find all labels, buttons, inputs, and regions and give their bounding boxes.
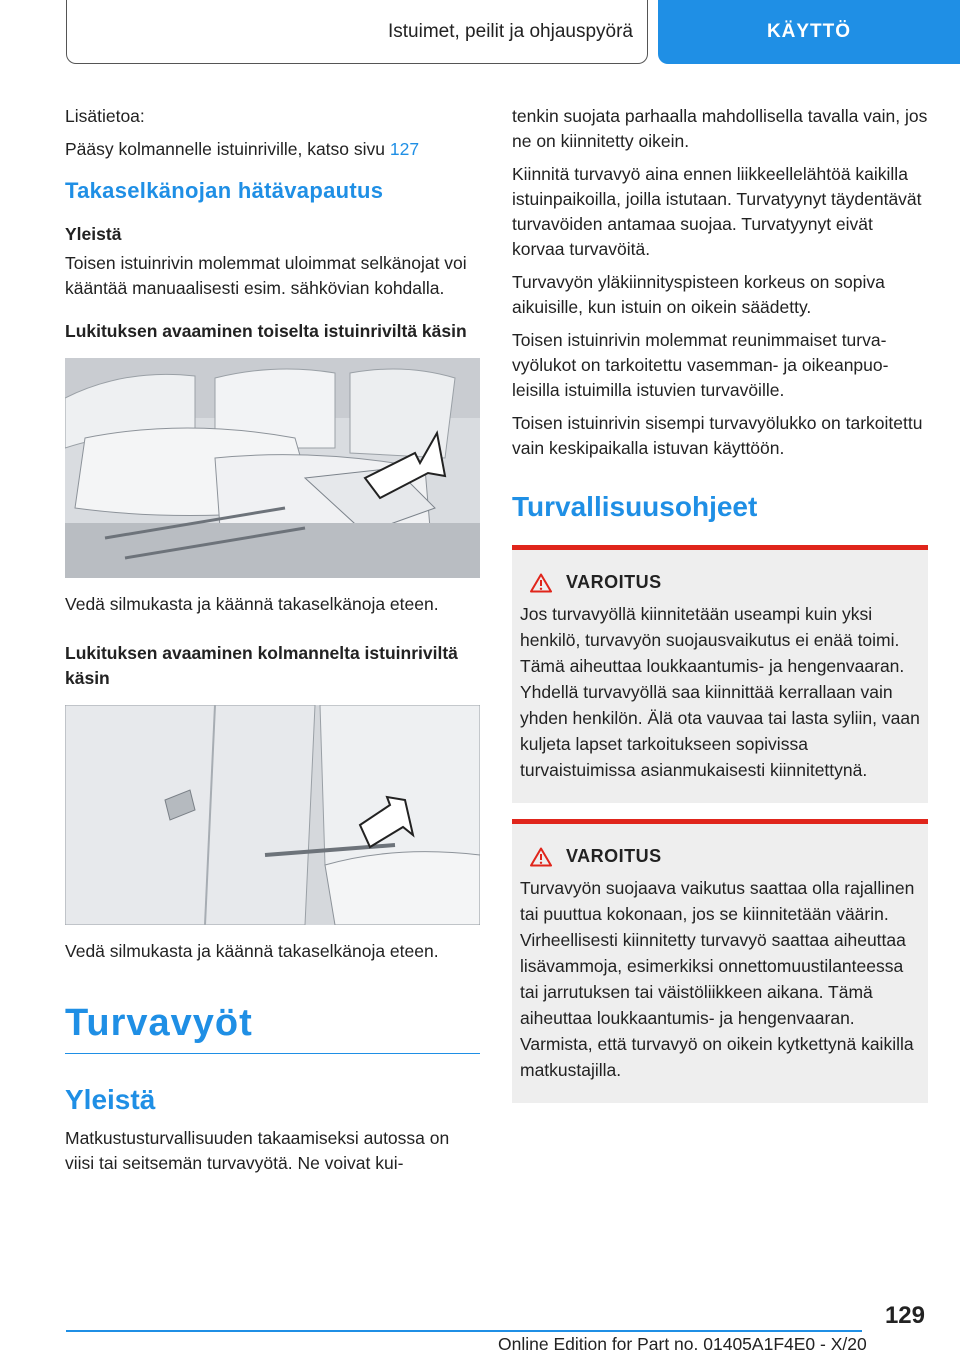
warning-title-1: VAROITUS [566,572,662,592]
yleista-text: Matkustusturvallisuuden takaamiseksi autossa on viisi tai seitsemän turvavyötä. Ne voivat kui- [65,1128,450,1173]
section-tab-label: KÄYTTÖ [766,21,852,42]
more-info-label: Lisätietoa: [65,106,145,126]
warning-triangle-icon [530,847,552,867]
general-text: Toisen istuinrivin molemmat uloimmat selkänojat voi kääntää manuaalisesti esim. sähkövian kohdalla. [65,253,467,298]
chapter-title: Turvavyöt [65,1002,480,1054]
unlock-second-row-heading: Lukituksen avaaminen toiselta istuinriviltä käsin [65,321,467,341]
warning-title-2: VAROITUS [566,846,662,866]
warning-header-1 [520,572,920,593]
more-info-body: Pääsy kolmannelle istuinriville, katso sivu [65,139,390,159]
left-column [65,104,480,1184]
more-info-text [65,137,480,162]
third-row-seat-photo [65,705,480,925]
warning-box-1 [512,545,928,803]
chapter-tab-label: Istuimet, peilit ja ohjauspyörä [387,20,633,42]
right-column [512,104,928,1119]
section-tab [658,0,960,64]
edition-footer: Online Edition for Part no. 01405A1F4E0 - X/20 [498,1334,867,1354]
second-row-seat-photo [65,358,480,578]
unlock-third-row-heading: Lukituksen avaaminen kolmannelta istuinriviltä käsin [65,643,458,688]
seatbelt-paragraph-2: Kiinnitä turvavyö aina ennen liikkeellelähtöä kaikilla istuinpaikoilla, joilla istutaan. Turvatyynyt täydentävät turvavöiden antamaa suojaa. Turvatyynyt eivät korvaa turvavöitä. [512,164,922,259]
warning-text-1: Jos turvavyöllä kiinnitetään useampi kuin yksi henkilö, turvavyön suojausvaikutus ei enää toimi. Tämä aiheuttaa loukkaantumis- ja hengenvaaran. Yhdellä turvavyöllä saa kiinnittää kerrallaan vain yhden henkilön. Älä ota vauvaa tai lasta syliin, vaan kuljeta lapset tarkoitukseen sopivissa turvaistuimissa asianmukaisesti kiinnitettynä. [520,604,920,780]
page-link-127[interactable]: 127 [389,139,420,159]
release-heading: Takaselkänojan hätävapautus [65,178,384,203]
warning-triangle-icon [530,573,552,593]
general-heading: Yleistä [65,224,122,244]
chapter-tab [66,0,648,64]
warning-text-2: Turvavyön suojaava vaikutus saattaa olla rajallinen tai puuttua kokonaan, jos se kiinnitetään väärin. Virheellisesti kiinnitetty turvavyö saattaa aiheuttaa lisävammoja, esimerkiksi onnettomuustilanteessa tai jarrutuksen tai väistöliikkeen aikana. Tämä aiheuttaa loukkaantumis- ja hengenvaaran. Varmista, että turvavyö on oikein kytkettynä kaikilla matkustajilla. [520,878,915,1080]
seatbelt-paragraph-1: tenkin suojata parhaalla mahdollisella tavalla vain, jos ne on kiinnitetty oikein. [512,106,928,151]
seatbelt-paragraph-5: Toisen istuinrivin sisempi turvavyölukko on tarkoitettu vain keskipaikalla istuvan käyttöön. [512,413,923,458]
warning-header-2 [520,846,920,867]
third-row-caption: Vedä silmukasta ja käännä takaselkänoja eteen. [65,941,439,961]
second-row-caption: Vedä silmukasta ja käännä takaselkänoja eteen. [65,594,439,614]
warning-box-2 [512,819,928,1103]
page-number: 129 [884,1302,925,1329]
footer-divider [66,1330,862,1332]
third-row-seat-illustration [65,705,480,925]
second-row-seat-illustration [65,358,480,578]
yleista-heading: Yleistä [65,1084,156,1115]
seatbelt-paragraph-4: Toisen istuinrivin molemmat reunimmaiset turvavyölukot on tarkoitettu vasemman- ja oikeanpuoleisilla istuimilla istuvien turvavöille. [512,330,889,400]
seatbelt-paragraph-3: Turvavyön yläkiinnityspisteen korkeus on sopiva aikuisille, kun istuin on oikein säädetty. [512,272,885,317]
safety-heading: Turvallisuusohjeet [512,491,758,522]
